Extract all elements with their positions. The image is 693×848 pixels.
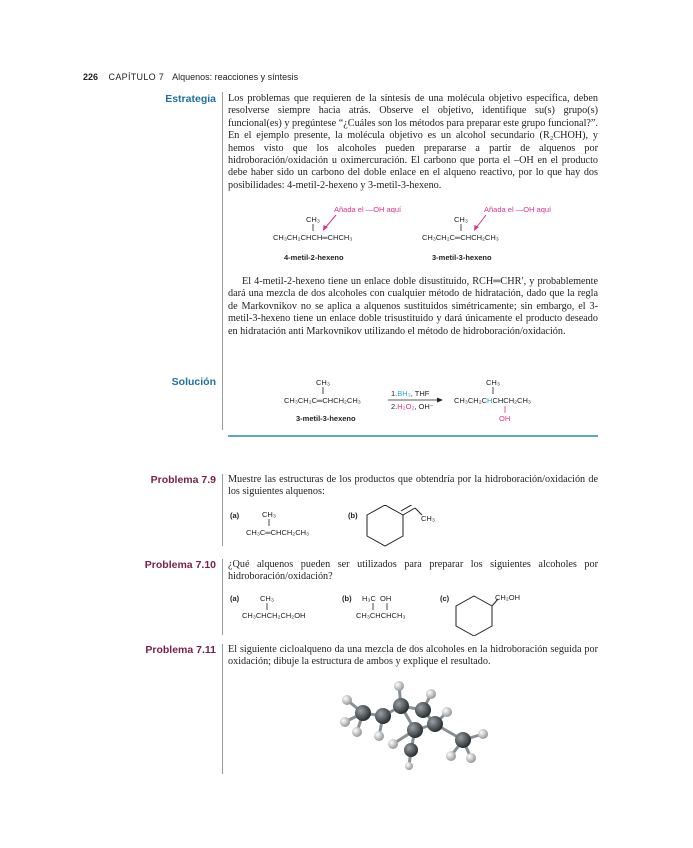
p79-b-label: (b) xyxy=(348,511,358,520)
p710-b-top: H₃C OH xyxy=(362,594,392,603)
strategy-label: Estrategia xyxy=(165,93,216,105)
problem-7-10-text: ¿Qué alquenos pueden ser utilizados para preparar los siguientes alcoholes por hidroboración/oxidación? xyxy=(228,559,598,583)
reagent-1: 1.BH₃, THF xyxy=(391,389,430,398)
problem-7-11-label: Problema 7.11 xyxy=(145,644,216,656)
p79-a-formula: CH₃C═CHCH₂CH₃ xyxy=(246,528,310,537)
p710-c-label: (c) xyxy=(440,594,450,603)
problem-7-11-text: El siguiente cicloalqueno da una mezcla de dos alcoholes en la hidroboración seguida por oxidación; dibuje la estructura de ambos y explique el resultado. xyxy=(228,644,598,668)
p710-a-label: (a) xyxy=(230,594,240,603)
reactant-formula: CH₃CH₂C═CHCH₂CH₃ xyxy=(284,396,361,405)
formula-left: CH₃CH₂CHCH═CHCH₃ xyxy=(273,233,353,242)
problem-7-9-label: Problema 7.9 xyxy=(150,474,216,486)
product-substituent: CH₃ xyxy=(486,378,500,387)
reagent-2: 2.H₂O₂, OH⁻ xyxy=(391,402,434,411)
product-formula: CH₃CH₂CHCHCH₂CH₃ xyxy=(454,396,531,405)
reaction-arrowhead xyxy=(437,398,443,403)
name-left: 4-metil-2-hexeno xyxy=(284,253,344,262)
p79-a-label: (a) xyxy=(230,511,240,520)
strategy-paragraph-2 xyxy=(228,276,598,338)
problem-7-10-label: Problema 7.10 xyxy=(144,559,216,571)
p710-c-cyclohexane xyxy=(456,596,492,636)
solution-label: Solución xyxy=(171,376,216,388)
margin-rule-p710 xyxy=(222,559,223,635)
annotation-arrow-right xyxy=(476,215,486,228)
problem-7-9-text: Muestre las estructuras de los productos que obtendría por la hidroboración/oxidación de los siguientes alquenos: xyxy=(228,474,598,498)
margin-rule-p711 xyxy=(222,644,223,774)
margin-rule-p79 xyxy=(222,474,223,546)
running-header xyxy=(83,72,298,82)
problem-7-9-structures xyxy=(228,505,598,547)
annotation-arrow-left xyxy=(325,215,336,228)
p79-a-substituent: CH₃ xyxy=(262,510,276,519)
p79-b-group: CH₃ xyxy=(421,514,435,523)
annotation-arrowhead-right xyxy=(474,225,479,231)
strategy-paragraph-1 xyxy=(228,93,598,192)
reactant-name: 3-metil-3-hexeno xyxy=(296,414,356,423)
molecule-model xyxy=(335,678,505,770)
substituent-left: CH₃ xyxy=(306,215,320,224)
p710-a-formula: CH₃CHCH₂CH₂OH xyxy=(242,611,306,620)
p710-a-substituent: CH₃ xyxy=(260,594,274,603)
chapter-label: CAPÍTULO 7 xyxy=(108,72,165,82)
name-right: 3-metil-3-hexeno xyxy=(432,253,492,262)
annotation-left: Añada el —OH aquí xyxy=(334,205,402,214)
chapter-title: Alquenos: reacciones y síntesis xyxy=(172,72,299,82)
section-separator xyxy=(228,435,598,437)
reactant-substituent: CH₃ xyxy=(316,378,330,387)
strategy-text-1: Los problemas que requieren de la síntesis de una molécula objetivo específica, deben resolverse siempre hacia atrás. Observe el objetivo, identifique su(s) grupo(s) funcional(es) y pregúntese “¿Cuáles son los métodos para preparar este grupo funcional?”. En el ejemplo presente, la molécula objetivo es un alcohol secundario (R₂CHOH), y hemos visto que los alcoholes pueden prepararse a partir de alquenos por hidroboración/oxidación u oximercuración. El carbono que porta el –OH en el producto debe haber sido un carbono del doble enlace en el alqueno reactivo, por lo que hay dos posibilidades: 4-metil-2-hexeno y 3-metil-3-hexeno. xyxy=(228,93,598,191)
p710-b-label: (b) xyxy=(342,594,352,603)
p79-b-cyclohexane xyxy=(367,505,403,546)
margin-rule-strategy xyxy=(222,92,223,430)
substituent-right: CH₃ xyxy=(454,215,468,224)
strategy-structures xyxy=(228,200,598,268)
formula-right: CH₃CH₂C═CHCH₂CH₃ xyxy=(422,233,499,242)
solution-reaction xyxy=(228,372,598,428)
problem-7-10-structures xyxy=(228,590,598,636)
p710-c-group: CH₂OH xyxy=(495,593,520,602)
product-oh: OH xyxy=(499,414,511,423)
annotation-right: Añada el —OH aquí xyxy=(484,205,552,214)
strategy-text-2: El 4-metil-2-hexeno tiene un enlace doble disustituido, RCH═CHR′, y probablemente dará una mezcla de dos alcoholes con cualquier método de hidratación, dado que la regla de Markovnikov no se aplica a alquenos sustituidos simétricamente; sin embargo, el 3-metil-3-hexeno tiene un enlace doble trisustituido y dará únicamente el producto deseado en hidratación anti Markovnikov utilizando el método de hidroboración/oxidación. xyxy=(228,276,598,337)
page-number: 226 xyxy=(83,72,99,82)
p710-b-formula: CH₃CHCHCH₃ xyxy=(356,611,406,620)
